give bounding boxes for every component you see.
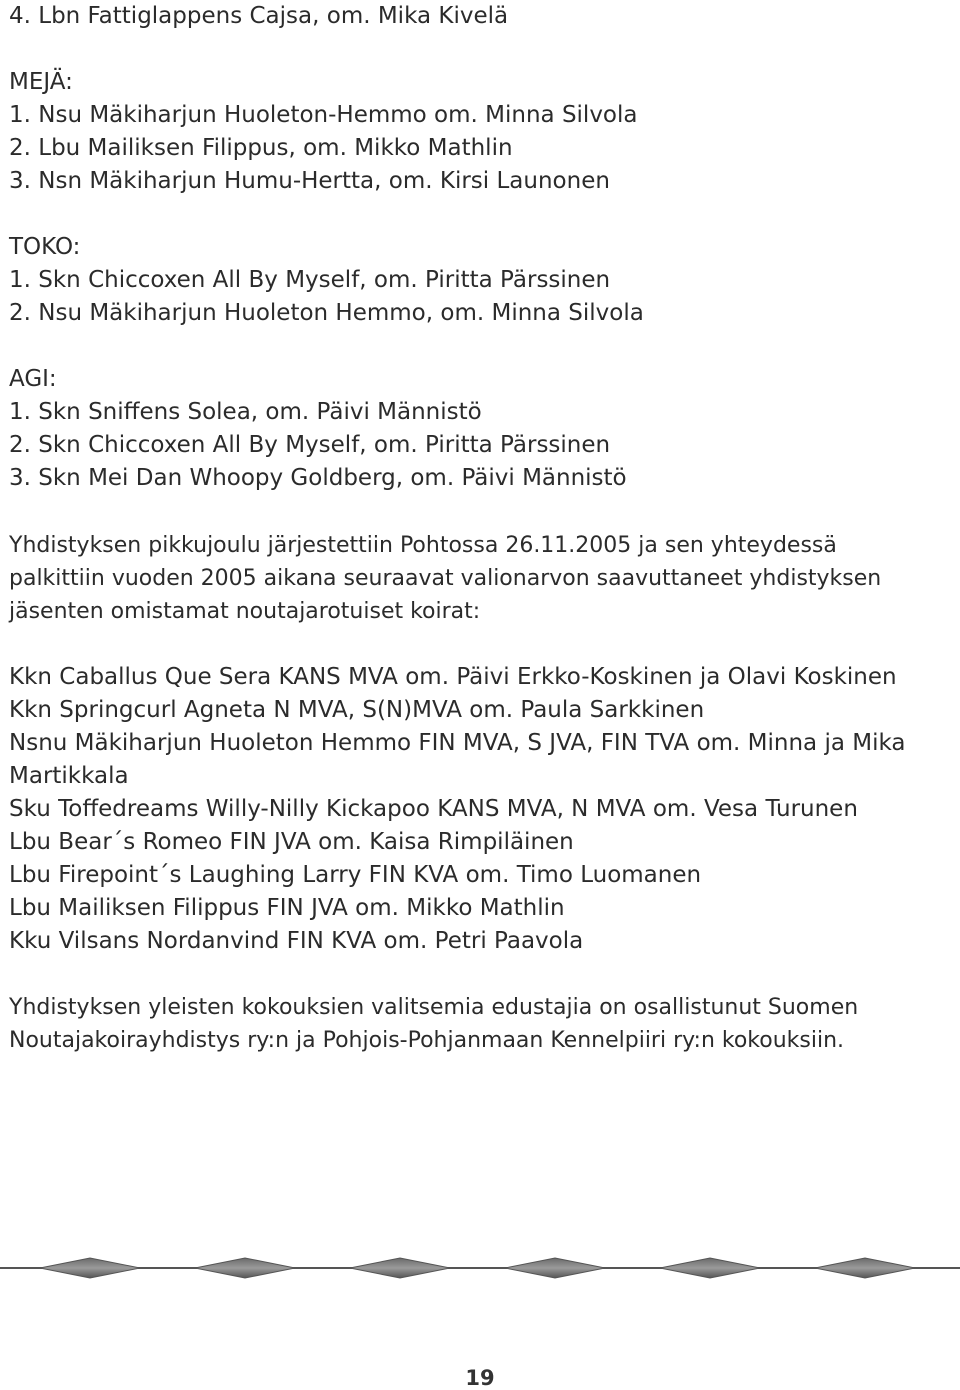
result-line: 1. Nsu Mäkiharjun Huoleton-Hemmo om. Minna Silvola: [9, 102, 638, 128]
page-number: 19: [465, 1366, 495, 1390]
dog-entry: Martikkala: [9, 763, 129, 789]
result-line: 1. Skn Sniffens Solea, om. Päivi Männistö: [9, 399, 482, 425]
champion-dogs-list: [9, 661, 954, 958]
paragraph-line: palkittiin vuoden 2005 aikana seuraavat valionarvon saavuttaneet yhdistyksen: [9, 566, 882, 591]
result-line: 1. Skn Chiccoxen All By Myself, om. Piritta Pärssinen: [9, 267, 611, 293]
paragraph-line: jäsenten omistamat noutajarotuiset koirat:: [9, 599, 481, 624]
paragraph-line: Noutajakoirayhdistys ry:n ja Pohjois-Pohjanmaan Kennelpiiri ry:n kokouksiin.: [9, 1028, 845, 1053]
result-line: 2. Lbu Mailiksen Filippus, om. Mikko Mathlin: [9, 135, 513, 161]
dog-entry: Kkn Caballus Que Sera KANS MVA om. Päivi Erkko-Koskinen ja Olavi Koskinen: [9, 664, 897, 690]
christmas-party-paragraph: [9, 529, 954, 628]
result-line: 4. Lbn Fattiglappens Cajsa, om. Mika Kivelä: [9, 3, 509, 29]
section-heading: MEJÄ:: [9, 69, 73, 95]
dog-entry: Kkn Springcurl Agneta N MVA, S(N)MVA om. Paula Sarkkinen: [9, 697, 705, 723]
result-line: 2. Nsu Mäkiharjun Huoleton Hemmo, om. Minna Silvola: [9, 300, 644, 326]
section-meja: [9, 66, 954, 198]
dog-entry: Lbu Mailiksen Filippus FIN JVA om. Mikko Mathlin: [9, 895, 565, 921]
section-heading: AGI:: [9, 366, 57, 392]
paragraph-line: Yhdistyksen pikkujoulu järjestettiin Pohtossa 26.11.2005 ja sen yhteydessä: [9, 533, 837, 558]
paragraph-line: Yhdistyksen yleisten kokouksien valitsemia edustajia on osallistunut Suomen: [9, 995, 859, 1020]
dog-entry: Lbu Bear´s Romeo FIN JVA om. Kaisa Rimpiläinen: [9, 829, 574, 855]
representatives-paragraph: [9, 991, 954, 1057]
dog-entry: Nsnu Mäkiharjun Huoleton Hemmo FIN MVA, S JVA, FIN TVA om. Minna ja Mika: [9, 730, 906, 756]
dog-entry: Sku Toffedreams Willy-Nilly Kickapoo KANS MVA, N MVA om. Vesa Turunen: [9, 796, 858, 822]
result-line: 3. Nsn Mäkiharjun Humu-Hertta, om. Kirsi Launonen: [9, 168, 610, 194]
result-line: 3. Skn Mei Dan Whoopy Goldberg, om. Päivi Männistö: [9, 465, 627, 491]
section-agi: [9, 363, 954, 495]
dog-entry: Lbu Firepoint´s Laughing Larry FIN KVA om. Timo Luomanen: [9, 862, 702, 888]
document-page: [9, 0, 954, 1057]
dog-entry: Kku Vilsans Nordanvind FIN KVA om. Petri Paavola: [9, 928, 584, 954]
result-line: 2. Skn Chiccoxen All By Myself, om. Piritta Pärssinen: [9, 432, 611, 458]
section-toko: [9, 231, 954, 330]
ornament-divider: [0, 1248, 960, 1288]
section-heading: TOKO:: [9, 234, 81, 260]
